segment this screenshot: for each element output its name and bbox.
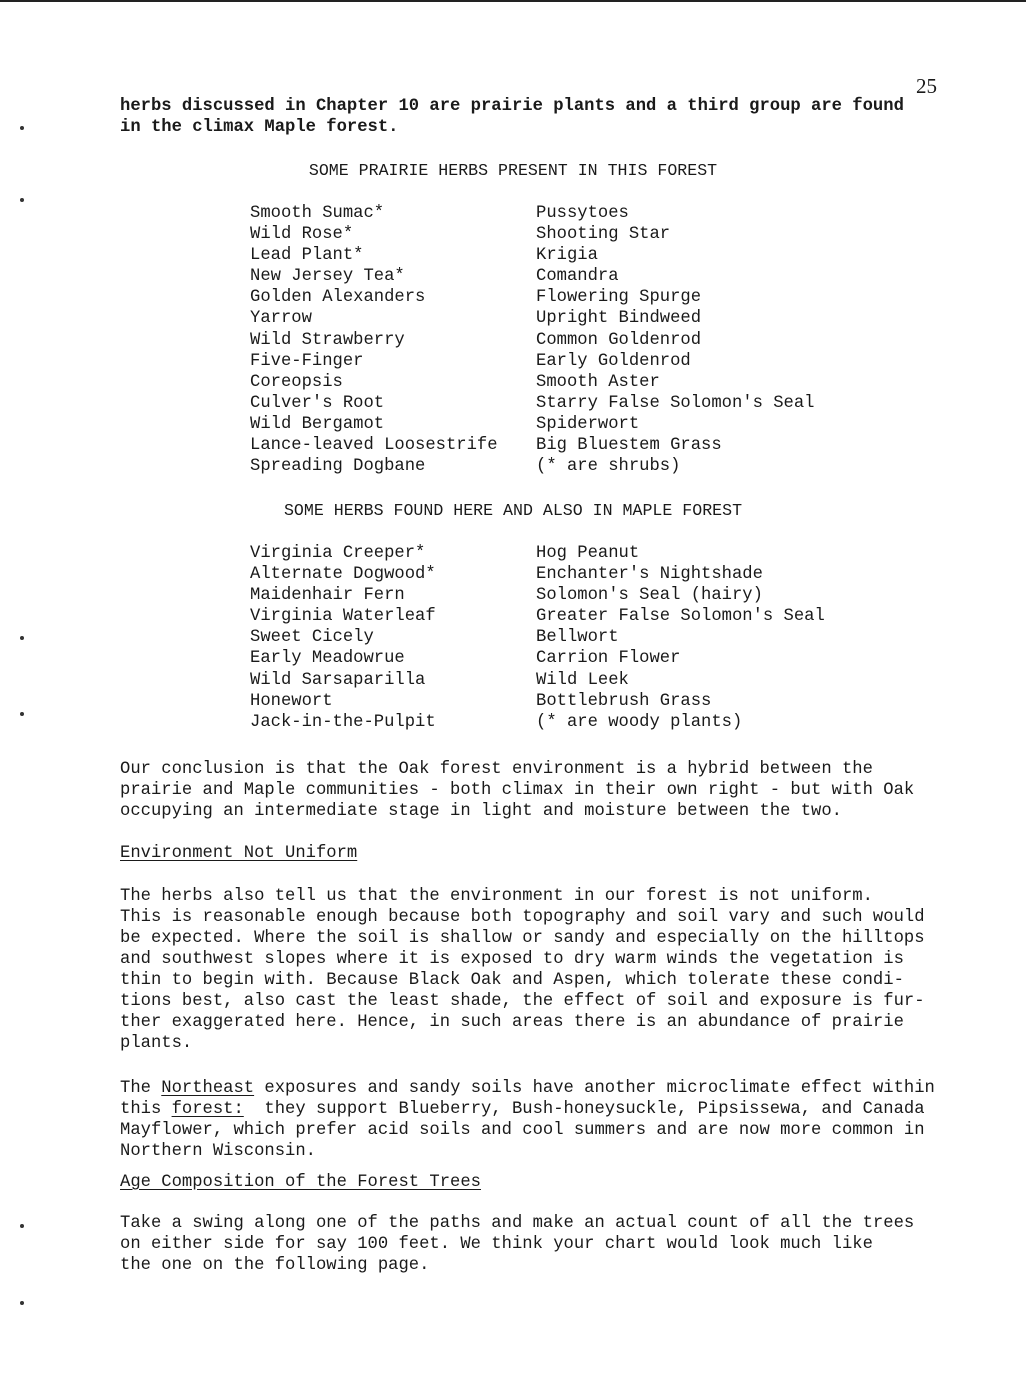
list-item: Spiderwort	[536, 414, 640, 434]
list-item: Upright Bindweed	[536, 309, 702, 329]
conclusion-paragraph	[120, 759, 970, 822]
list-item: Culver's Root	[250, 393, 385, 413]
list-item: Smooth Aster	[536, 372, 660, 392]
section-heading-text: Age Composition of the Forest Trees	[120, 1173, 481, 1192]
list-item: Virginia Creeper*	[250, 544, 426, 563]
list-item: Yarrow	[250, 309, 312, 329]
list-item: Flowering Spurge	[536, 288, 702, 308]
list-item: New Jersey Tea*	[250, 267, 405, 287]
list-item: Coreopsis	[250, 372, 343, 392]
underlined-term: Northeast	[161, 1079, 255, 1098]
list-item: Wild Rose*	[250, 225, 354, 245]
list-item: Bellwort	[536, 628, 619, 648]
list-item: Lance-leaved Loosestrife	[250, 436, 498, 456]
text-span: exposures and sandy soils have another microclimate effect within	[254, 1079, 935, 1098]
text-line: on either side for say 100 feet. We think your chart would look much like	[120, 1235, 873, 1254]
text-line: This is reasonable enough because both topography and soil vary and such would	[120, 908, 925, 927]
list-item: Common Goldenrod	[536, 330, 702, 350]
prairie-herbs-heading: SOME PRAIRIE HERBS PRESENT IN THIS FOREST	[308, 161, 718, 180]
list-item: Sweet Cicely	[250, 628, 374, 648]
list-item: Wild Leek	[536, 670, 629, 690]
maple-herbs-left-column	[250, 543, 436, 733]
text-line: tions best, also cast the least shade, the effect of soil and exposure is fur-	[120, 992, 925, 1011]
list-item: Early Goldenrod	[536, 351, 691, 371]
margin-dot	[20, 198, 24, 202]
underlined-term: forest:	[171, 1100, 244, 1119]
list-item: Alternate Dogwood*	[250, 565, 436, 585]
text-line: Our conclusion is that the Oak forest environment is a hybrid between the	[120, 760, 873, 779]
text-span: The	[120, 1079, 162, 1098]
list-item: Maidenhair Fern	[250, 586, 405, 606]
text-line: Northern Wisconsin.	[120, 1142, 316, 1161]
text-line: Mayflower, which prefer acid soils and cool summers and are now more common in	[120, 1121, 925, 1140]
list-item: Greater False Solomon's Seal	[536, 607, 825, 627]
age-paragraph	[120, 1213, 970, 1276]
list-item: (* are woody plants)	[536, 712, 743, 732]
list-item: Pussytoes	[536, 204, 629, 223]
list-item: Hog Peanut	[536, 544, 640, 563]
list-item: Wild Sarsaparilla	[250, 670, 426, 690]
northeast-paragraph	[120, 1078, 970, 1162]
margin-dot	[20, 126, 24, 130]
text-line: plants.	[120, 1034, 193, 1053]
list-item: Comandra	[536, 267, 619, 287]
list-item: Wild Strawberry	[250, 330, 405, 350]
list-item: (* are shrubs)	[536, 457, 681, 477]
prairie-herbs-right-column	[536, 203, 814, 477]
environment-paragraph	[120, 886, 970, 1054]
list-item: Smooth Sumac*	[250, 204, 385, 223]
text-line	[120, 1099, 970, 1120]
age-section-heading	[120, 1172, 481, 1193]
list-item: Carrion Flower	[536, 649, 681, 669]
text-line: in the climax Maple forest.	[120, 118, 399, 137]
list-item: Solomon's Seal (hairy)	[536, 586, 763, 606]
text-line: herbs discussed in Chapter 10 are prairie plants and a third group are found	[120, 97, 904, 116]
list-item: Five-Finger	[250, 351, 364, 371]
list-item: Early Meadowrue	[250, 649, 405, 669]
text-line: the one on the following page.	[120, 1256, 430, 1275]
text-line: be expected. Where the soil is shallow or sandy and especially on the hilltops	[120, 929, 925, 948]
page-number: 25	[916, 74, 937, 98]
list-item: Honewort	[250, 691, 333, 711]
maple-herbs-right-column	[536, 543, 825, 733]
text-line: The herbs also tell us that the environment in our forest is not uniform.	[120, 887, 873, 906]
list-item: Starry False Solomon's Seal	[536, 393, 815, 413]
list-item: Golden Alexanders	[250, 288, 426, 308]
list-item: Wild Bergamot	[250, 414, 385, 434]
text-line	[120, 1078, 970, 1099]
section-heading-text: Environment Not Uniform	[120, 844, 358, 863]
maple-herbs-heading: SOME HERBS FOUND HERE AND ALSO IN MAPLE FOREST	[283, 501, 743, 520]
list-item: Big Bluestem Grass	[536, 436, 722, 456]
list-item: Lead Plant*	[250, 246, 364, 266]
text-line: prairie and Maple communities - both climax in their own right - but with Oak	[120, 781, 915, 800]
list-item: Krigia	[536, 246, 598, 266]
text-span: they support Blueberry, Bush-honeysuckle, Pipsissewa, and Canada	[243, 1100, 925, 1119]
text-line: occupying an intermediate stage in light and moisture between the two.	[120, 802, 842, 821]
environment-section-heading	[120, 843, 357, 864]
top-edge-rule	[0, 0, 1026, 2]
list-item: Shooting Star	[536, 225, 671, 245]
margin-dot	[20, 636, 24, 640]
intro-paragraph	[120, 96, 970, 138]
text-line: Take a swing along one of the paths and make an actual count of all the trees	[120, 1214, 915, 1233]
list-item: Jack-in-the-Pulpit	[250, 712, 436, 732]
list-item: Virginia Waterleaf	[250, 607, 436, 627]
prairie-herbs-left-column	[250, 203, 498, 477]
margin-dot	[20, 1301, 24, 1305]
text-line: thin to begin with. Because Black Oak and Aspen, which tolerate these condi-	[120, 971, 904, 990]
margin-dot	[20, 712, 24, 716]
text-span: this	[120, 1100, 172, 1119]
margin-dot	[20, 1224, 24, 1228]
text-line: ther exaggerated here. Hence, in such areas there is an abundance of prairie	[120, 1013, 904, 1032]
list-item: Enchanter's Nightshade	[536, 565, 763, 585]
text-line: and southwest slopes where it is exposed to dry warm winds the vegetation is	[120, 950, 904, 969]
list-item: Spreading Dogbane	[250, 457, 426, 477]
list-item: Bottlebrush Grass	[536, 691, 712, 711]
